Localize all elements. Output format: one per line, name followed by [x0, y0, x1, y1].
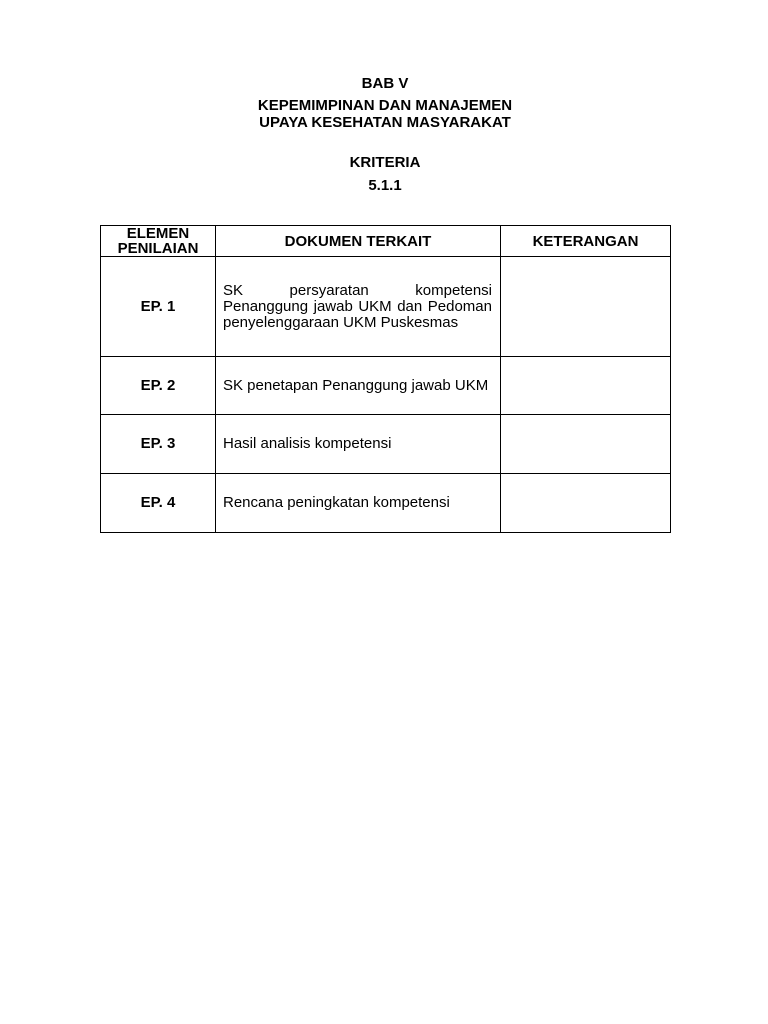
- table-header-row: [101, 226, 671, 257]
- document-cell: Rencana peningkatan kompetensi: [216, 474, 501, 533]
- assessment-table: [100, 225, 671, 533]
- note-cell: [501, 357, 671, 415]
- table-row: [101, 415, 671, 474]
- ep-cell: EP. 3: [101, 415, 216, 474]
- header-dokumen-terkait: DOKUMEN TERKAIT: [216, 226, 501, 257]
- chapter-title-line-1: KEPEMIMPINAN DAN MANAJEMEN: [257, 97, 513, 114]
- document-cell: SK penetapan Penanggung jawab UKM: [216, 357, 501, 415]
- criteria-label: KRITERIA: [349, 154, 421, 171]
- ep-cell: EP. 1: [101, 257, 216, 357]
- header-keterangan: KETERANGAN: [501, 226, 671, 257]
- criteria-number: 5.1.1: [368, 177, 402, 194]
- note-cell: [501, 415, 671, 474]
- note-cell: [501, 257, 671, 357]
- ep-cell: EP. 2: [101, 357, 216, 415]
- table-row: [101, 257, 671, 357]
- note-cell: [501, 474, 671, 533]
- ep-cell: EP. 4: [101, 474, 216, 533]
- document-cell: SK persyaratan kompetensi Penanggung jawab UKM dan Pedoman penyelenggaraan UKM Puskesmas: [216, 257, 501, 357]
- header-elemen-penilaian: ELEMEN PENILAIAN: [101, 226, 216, 257]
- table-row: [101, 357, 671, 415]
- chapter-title-line-2: UPAYA KESEHATAN MASYARAKAT: [259, 114, 511, 131]
- chapter-heading: BAB V: [361, 75, 409, 92]
- document-cell: Hasil analisis kompetensi: [216, 415, 501, 474]
- table-row: [101, 474, 671, 533]
